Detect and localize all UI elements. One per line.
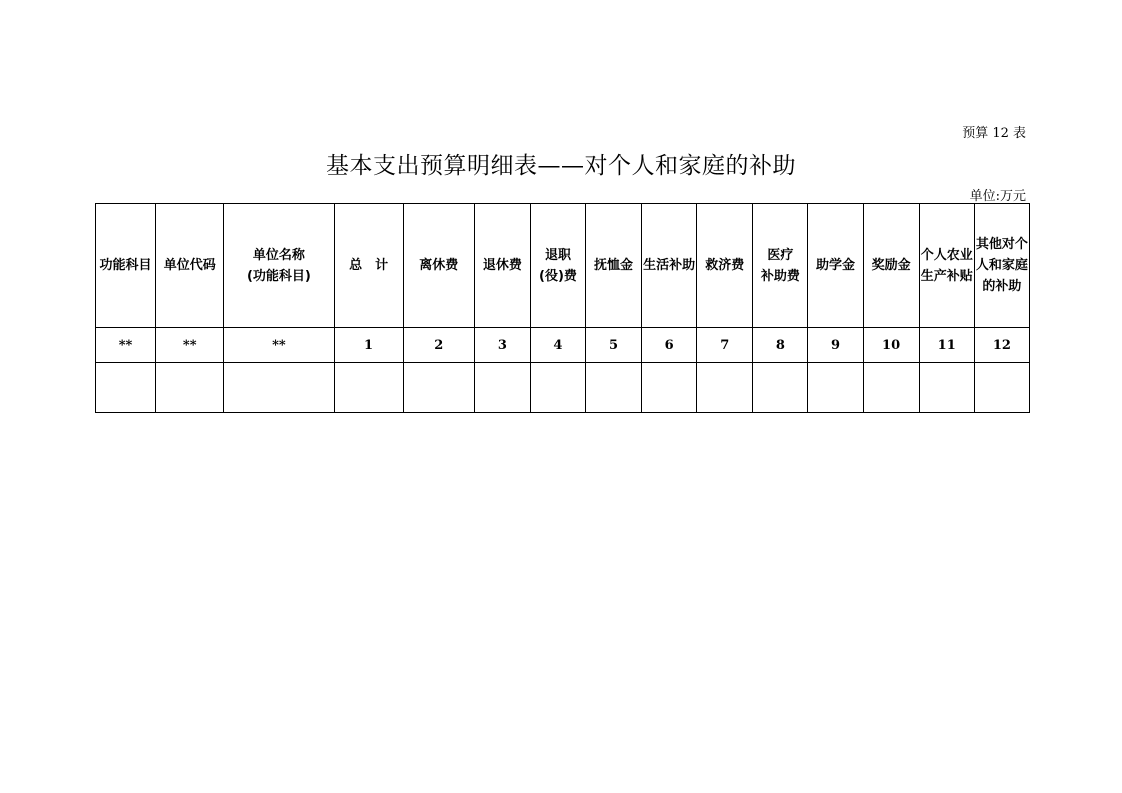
data-cell [586, 363, 642, 413]
data-cell [808, 363, 863, 413]
col-header-other-subsidy: 其他对个 人和家庭 的补助 [974, 204, 1029, 328]
data-cell [474, 363, 530, 413]
col-header-student-aid: 助学金 [808, 204, 863, 328]
index-cell: 8 [753, 328, 808, 363]
col-header-function-subject: 功能科目 [96, 204, 156, 328]
col-header-pension: 抚恤金 [586, 204, 642, 328]
col-header-total: 总 计 [334, 204, 403, 328]
col-header-award: 奖励金 [863, 204, 919, 328]
index-cell: ** [96, 328, 156, 363]
table-index-row [96, 328, 1030, 363]
budget-table [95, 203, 1030, 413]
index-cell: 4 [530, 328, 585, 363]
index-cell: 10 [863, 328, 919, 363]
data-cell [224, 363, 334, 413]
data-cell [863, 363, 919, 413]
table-row [96, 363, 1030, 413]
data-cell [156, 363, 224, 413]
data-cell [974, 363, 1029, 413]
col-header-medical-subsidy: 医疗 补助费 [753, 204, 808, 328]
index-cell: 1 [334, 328, 403, 363]
col-header-unit-code: 单位代码 [156, 204, 224, 328]
col-header-relief: 救济费 [697, 204, 753, 328]
data-cell [753, 363, 808, 413]
index-cell: 5 [586, 328, 642, 363]
data-cell [697, 363, 753, 413]
index-cell: 9 [808, 328, 863, 363]
index-cell: 6 [642, 328, 697, 363]
index-cell: 12 [974, 328, 1029, 363]
table-number-label: 预算 12 表 [962, 126, 1026, 141]
col-header-agri-subsidy: 个人农业 生产补贴 [919, 204, 974, 328]
data-cell [96, 363, 156, 413]
page-title: 基本支出预算明细表——对个人和家庭的补助 [326, 153, 796, 179]
index-cell: ** [224, 328, 334, 363]
col-header-retirement-lixiu: 离休费 [403, 204, 474, 328]
col-header-resignation: 退职 (役)费 [530, 204, 585, 328]
index-cell: 2 [403, 328, 474, 363]
index-cell: 7 [697, 328, 753, 363]
table-header-row [96, 204, 1030, 328]
data-cell [334, 363, 403, 413]
unit-label: 单位:万元 [969, 189, 1026, 204]
data-cell [642, 363, 697, 413]
col-header-living-subsidy: 生活补助 [642, 204, 697, 328]
col-header-unit-name: 单位名称 (功能科目) [224, 204, 334, 328]
index-cell: 11 [919, 328, 974, 363]
index-cell: ** [156, 328, 224, 363]
data-cell [919, 363, 974, 413]
index-cell: 3 [474, 328, 530, 363]
col-header-retirement-tuixiu: 退休费 [474, 204, 530, 328]
data-cell [403, 363, 474, 413]
data-cell [530, 363, 585, 413]
